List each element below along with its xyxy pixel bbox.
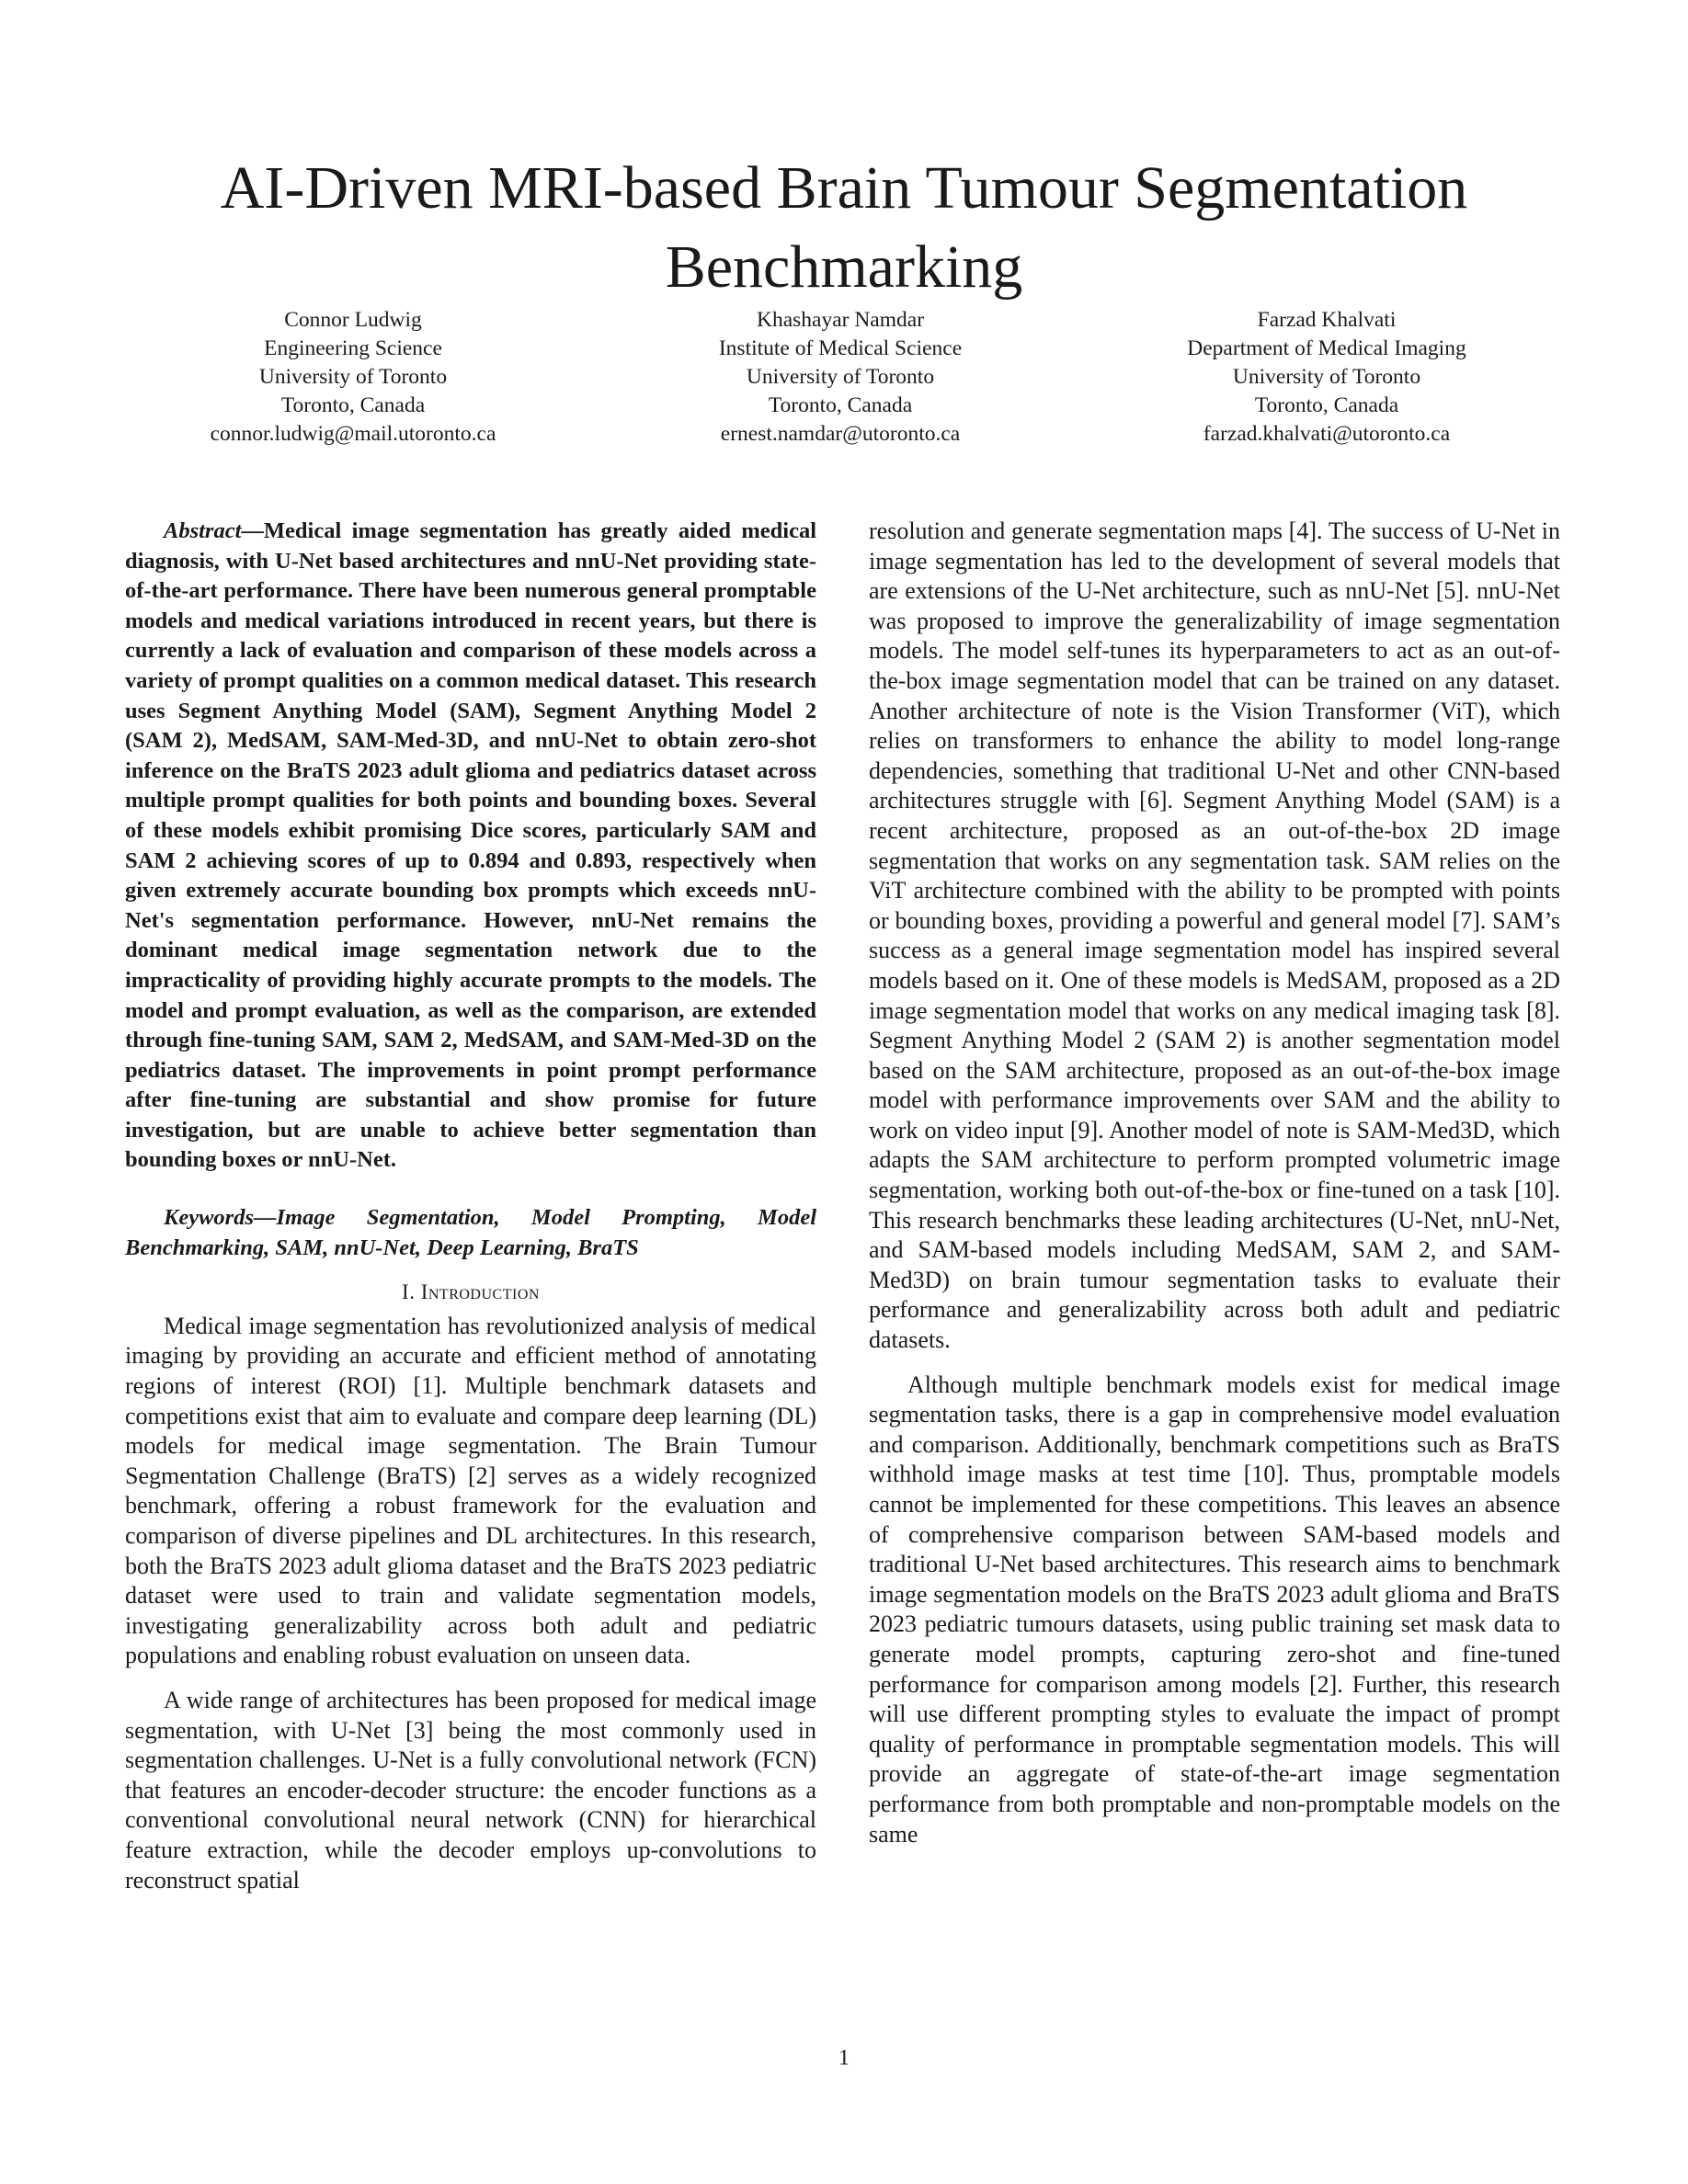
author-email: farzad.khalvati@utoronto.ca [1203, 422, 1451, 446]
author-location: Toronto, Canada [768, 393, 913, 417]
author-location: Toronto, Canada [280, 393, 426, 417]
paragraph: resolution and generate segmentation maps [4]. The success of U-Net in image segmentation has led to the development of several models that are extensions of the U-Net architecture, such as nnU-Net [5]. nnU-Net was proposed to improve the generalizability of image segmentation models. The model self-tunes its hyperparameters to act as an out-of-the-box image segmentation model that can be trained on any dataset. Another architecture of note is the Vision Transformer (ViT), which relies on transformers to enhance the ability to model long-range dependencies, something that traditional U-Net and other CNN-based architectures struggle with [6]. Segment Anything Model (SAM) is a recent architecture, proposed as an out-of-the-box 2D image segmentation that works on any segmentation task. SAM relies on the ViT architecture combined with the ability to be prompted with points or bounding boxes, providing a powerful and general model [7]. SAM’s success as a general image segmentation model has inspired several models based on it. One of these models is MedSAM, proposed as a 2D image segmentation model that works on any medical imaging task [8]. Segment Anything Model 2 (SAM 2) is another segmentation model based on the SAM architecture, proposed as an out-of-the-box image model with performance improvements over SAM and the ability to work on video input [9]. Another model of note is SAM-Med3D, which adapts the SAM architecture to perform prompted volumetric image segmentation, working both out-of-the-box or fine-tuned on a task [10]. This research benchmarks these leading architectures (U-Net, nnU-Net, and SAM-based models including MedSAM, SAM 2, and SAM-Med3D) on brain tumour segmentation tasks to evaluate their performance and generalizability across both adult and pediatric datasets. [869, 518, 1560, 1354]
author-email: connor.ludwig@mail.utoronto.ca [210, 422, 496, 446]
paragraph: Medical image segmentation has revolutionized analysis of medical imaging by providing an accurate and efficient method of annotating regions of interest (ROI) [1]. Multiple benchmark datasets and competitions exist that aim to evaluate and compare deep learning (DL) models for medical image segmentation. The Brain Tumour Segmentation Challenge (BraTS) [2] serves as a widely recognized benchmark, offering a robust framework for the evaluation and comparison of diverse pipelines and DL architectures. In this research, both the BraTS 2023 adult glioma dataset and the BraTS 2023 pediatric dataset were used to train and validate segmentation models, investigating generalizability across both adult and pediatric populations and enabling robust evaluation on unseen data. [125, 1312, 816, 1669]
keywords-text: —Image Segmentation, Model Prompting, Model Benchmarking, SAM, nnU-Net, Deep Learning, BraTS [125, 1205, 816, 1260]
right-column [869, 517, 1560, 1849]
author-name: Farzad Khalvati [1257, 308, 1397, 332]
page-title: AI-Driven MRI-based Brain Tumour Segmentation Benchmarking [220, 154, 1468, 301]
author-department: Engineering Science [264, 336, 442, 360]
abstract-label: Abstract [164, 518, 242, 543]
author-name: Khashayar Namdar [756, 308, 925, 332]
author-university: University of Toronto [1232, 365, 1421, 389]
paragraph: A wide range of architectures has been proposed for medical image segmentation, with U-Net [3] being the most commonly used in segmentation challenges. U-Net is a fully convolutional network (FCN) that features an encoder-decoder structure: the encoder functions as a conventional convolutional neural network (CNN) for hierarchical feature extraction, while the decoder employs up-convolutions to reconstruct spatial [125, 1686, 816, 1894]
author-email: ernest.namdar@utoronto.ca [720, 422, 961, 446]
author-university: University of Toronto [746, 365, 935, 389]
author-3 [1032, 306, 1621, 449]
author-university: University of Toronto [258, 365, 448, 389]
left-column [125, 517, 816, 1895]
abstract [125, 517, 816, 1176]
author-department: Department of Medical Imaging [1187, 336, 1466, 360]
section-number: I. [402, 1280, 416, 1304]
keywords [125, 1203, 816, 1263]
paragraph: Although multiple benchmark models exist for medical image segmentation tasks, there is a gap in comprehensive model evaluation and comparison. Additionally, benchmark competitions such as BraTS withhold image masks at test time [10]. Thus, promptable models cannot be implemented for these competitions. This leaves an absence of comprehensive comparison between SAM-based models and traditional U-Net based architectures. This research aims to benchmark image segmentation models on the BraTS 2023 adult glioma and BraTS 2023 pediatric tumours datasets, using public training set mask data to generate model prompts, capturing zero-shot and fine-tuned performance for comparison among models [2]. Further, this research will use different prompting styles to evaluate the impact of prompt quality of performance in promptable segmentation models. This will provide an aggregate of state-of-the-art image segmentation performance from both promptable and non-promptable models on the same [869, 1371, 1560, 1848]
abstract-text: —Medical image segmentation has greatly aided medical diagnosis, with U-Net based architectures and nnU-Net providing state-of-the-art performance. There have been numerous general promptable models and medical variations introduced in recent years, but there is currently a lack of evaluation and comparison of these models across a variety of prompt qualities on a common medical dataset. This research uses Segment Anything Model (SAM), Segment Anything Model 2 (SAM 2), MedSAM, SAM-Med-3D, and nnU-Net to obtain zero-shot inference on the BraTS 2023 adult glioma and pediatrics dataset across multiple prompt qualities for both points and bounding boxes. Several of these models exhibit promising Dice scores, particularly SAM and SAM 2 achieving scores of up to 0.894 and 0.893, respectively when given extremely accurate bounding box prompts which exceeds nnU-Net's segmentation performance. However, nnU-Net remains the dominant medical image segmentation network due to the impracticality of providing highly accurate prompts to the models. The model and prompt evaluation, as well as the comparison, are extended through fine-tuning SAM, SAM 2, MedSAM, and SAM-Med-3D on the pediatrics dataset. The improvements in point prompt performance after fine-tuning are substantial and show promise for future investigation, but are unable to achieve better segmentation than bounding boxes or nnU-Net. [125, 518, 816, 1173]
author-location: Toronto, Canada [1254, 393, 1399, 417]
page-number: 1 [838, 2046, 850, 2070]
section-title: Introduction [420, 1280, 540, 1304]
section-heading-introduction [125, 1278, 816, 1308]
author-department: Institute of Medical Science [718, 336, 963, 360]
keywords-label: Keywords [164, 1205, 254, 1231]
author-name: Connor Ludwig [284, 308, 422, 332]
